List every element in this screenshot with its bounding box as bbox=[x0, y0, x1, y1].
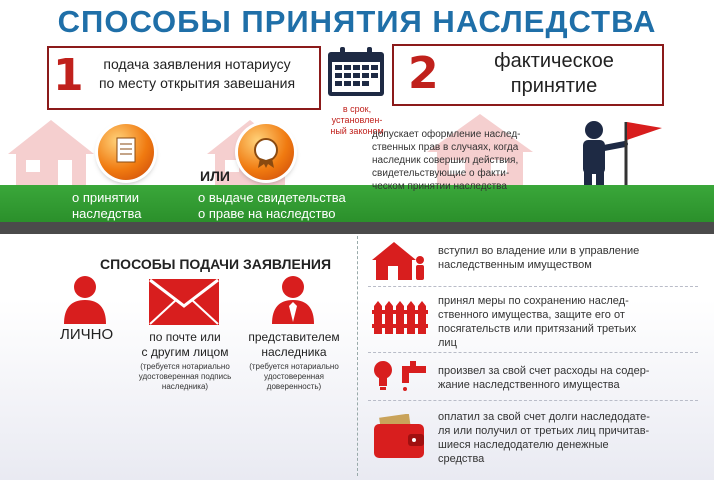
person-icon bbox=[62, 274, 108, 324]
wallet-icon bbox=[372, 414, 428, 460]
action-item: оплатил за свой счет долги наследодате- ля или получил от третьих лиц причитав- шиеся наследодателю денежные средства bbox=[438, 411, 650, 465]
method2-line2: принятие bbox=[510, 75, 598, 97]
document-orb-icon bbox=[98, 124, 154, 180]
method1-line2: по месту открытия завешания bbox=[98, 75, 296, 91]
submission-mail-line1: по почте или bbox=[149, 330, 221, 344]
method2-number: 2 bbox=[408, 48, 439, 99]
calendar-icon bbox=[326, 46, 386, 98]
action-item: произвел за свой счет расходы на содер- жание наследственного имущества bbox=[438, 365, 650, 391]
option-accept-line2: наследства bbox=[72, 206, 142, 221]
option-certificate-line1: о выдаче свидетельства bbox=[198, 190, 346, 205]
action-separator bbox=[368, 400, 698, 401]
option-accept-line1: о принятии bbox=[72, 190, 140, 205]
submission-rep-line1: представителем bbox=[248, 330, 340, 344]
method2-line1: фактическое bbox=[494, 50, 614, 72]
submission-mail-note2: удостоверенная подпись bbox=[138, 372, 232, 381]
envelope-icon bbox=[148, 278, 220, 326]
certificate-orb-icon bbox=[238, 124, 294, 180]
submission-mail-note3: наследника) bbox=[161, 382, 209, 391]
method1-box bbox=[47, 46, 321, 110]
action-item: принял меры по сохранению наслед- ственного имущества, защите его от посягательств или притязаний третьих лиц bbox=[438, 295, 637, 349]
action-separator bbox=[368, 286, 698, 287]
deadline-note: в срок, установлен- ный законом bbox=[330, 104, 384, 136]
fence-icon bbox=[372, 300, 428, 336]
house-person-icon bbox=[372, 240, 428, 282]
submission-rep-note1: (требуется нотариально bbox=[249, 362, 339, 371]
bulb-faucet-icon bbox=[372, 358, 432, 394]
submission-heading: СПОСОБЫ ПОДАЧИ ЗАЯВЛЕНИЯ bbox=[100, 256, 332, 272]
divider bbox=[357, 236, 358, 476]
ground-strip bbox=[0, 222, 714, 234]
submission-rep-note2: удостоверенная bbox=[264, 372, 324, 381]
method1-line1: подача заявления нотариусу bbox=[103, 56, 291, 72]
submission-mail-line2: с другим лицом bbox=[141, 345, 229, 359]
option-certificate-line2: о праве на наследство bbox=[198, 206, 336, 221]
representative-icon bbox=[270, 274, 316, 324]
house-icon bbox=[6, 118, 96, 193]
action-separator bbox=[368, 352, 698, 353]
submission-personal: ЛИЧНО bbox=[60, 326, 114, 343]
method2-box bbox=[392, 44, 664, 106]
page-title: СПОСОБЫ ПРИНЯТИЯ НАСЛЕДСТВА bbox=[57, 4, 657, 39]
submission-mail-note1: (требуется нотариально bbox=[140, 362, 230, 371]
method1-number: 1 bbox=[53, 50, 84, 101]
action-item: вступил во владение или в управление наследственным имуществом bbox=[438, 245, 640, 271]
actual-acceptance-desc: допускает оформление наслед- ственных прав в случаях, когда наследник совершил действия, свидетельствующие о факти- ческом принятии наследства bbox=[372, 129, 521, 192]
submission-rep-line2: наследника bbox=[261, 345, 327, 359]
or-label: ИЛИ bbox=[200, 168, 230, 184]
submission-rep-note3: доверенность) bbox=[266, 382, 322, 391]
